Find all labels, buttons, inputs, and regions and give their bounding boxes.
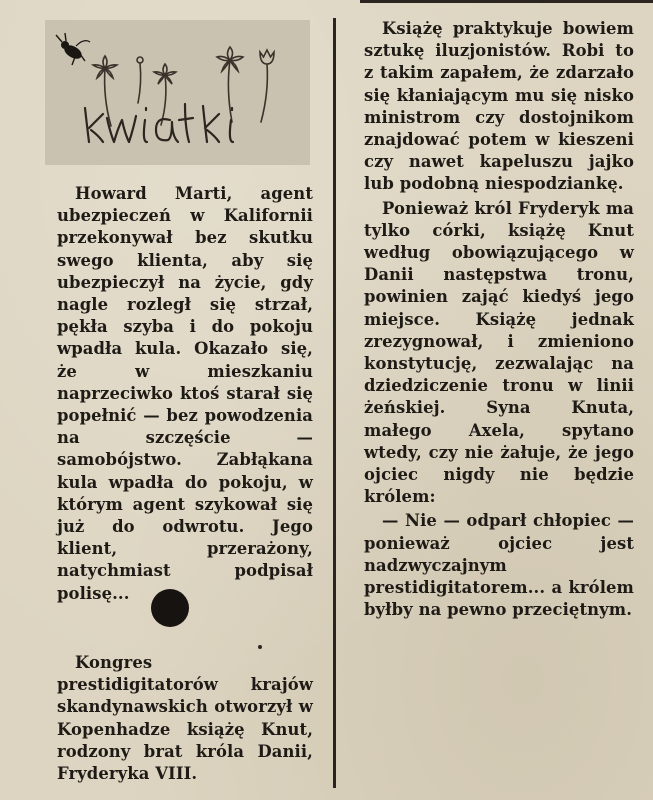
insurance-story-paragraph: Howard Marti, agent ubezpieczeń w Kalifornii przekonywał bez skutku swego klienta, aby się ubezpieczył na życie, gdy nagle rozległ się strzał, pękła szyba i do pokoju wpadła kula. Okazało się, że w mieszkaniu naprzeciwko ktoś starał się popełnić — bez powodzenia na szczęście — samobójstwo. Zabłąkana kula wpadła do pokoju, w którym agent szykował się już do odwrotu. Jego klient, przerażony, natychmiast podpisał polisę... [57, 184, 313, 603]
kwiatki-logo [45, 20, 310, 165]
prince-illusionist-paragraph: Książę praktykuje bowiem sztukę iluzjonistów. Robi to z takim zapałem, że zdarzało się kłaniającym mu się nisko ministrom czy dostojnikom znajdować potem w kieszeni czy nawet kapeluszu jajko lub podobną niespodziankę. [364, 19, 634, 194]
axel-quote-paragraph: — Nie — odparł chłopiec — ponieważ ojciec jest nadzwyczajnym prestidigitatorem... a królem byłby na pewno przeciętnym. [364, 511, 634, 620]
congress-story-paragraph: Kongres prestidigitatorów krajów skandynawskich otworzył w Kopenhadze książę Knut, rodzony brat króla Danii, Fryderyka VIII. [57, 653, 313, 784]
flower-icons [93, 47, 274, 126]
bug-icon [56, 33, 90, 65]
left-column-story-2 [57, 652, 313, 785]
left-column-story-1 [57, 183, 313, 605]
title-art-text: kwiatki [285, 158, 289, 159]
print-speck [258, 645, 262, 649]
right-column-story [364, 18, 634, 621]
succession-paragraph: Ponieważ król Fryderyk ma tylko córki, książę Knut według obowiązującego w Danii następstwa tronu, powinien zająć kiedyś jego miejsce. Książę jednak zrezygnował, i zmieniono konstytucję, zezwalając na dziedziczenie tronu w linii żeńskiej. Syna Knuta, małego Axela, spytano wtedy, czy nie żałuje, że jego ojciec nigdy nie będzie królem: [364, 198, 634, 507]
top-rule [360, 0, 653, 3]
column-divider [333, 18, 336, 788]
header-illustration [45, 20, 310, 165]
separator-dot [151, 589, 189, 627]
